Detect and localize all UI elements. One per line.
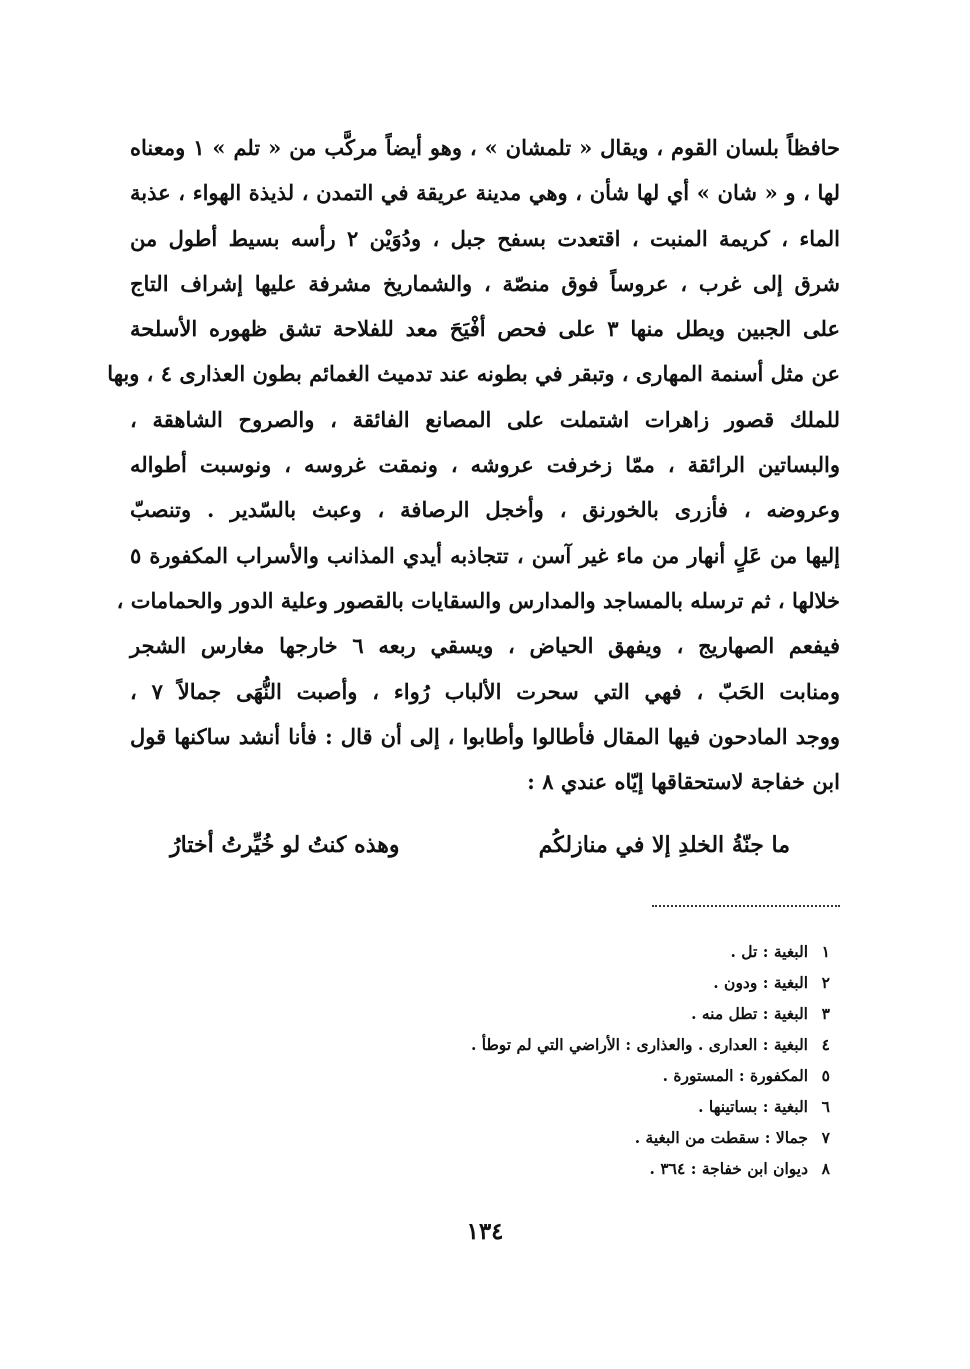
footnote-item — [300, 1122, 830, 1153]
footnote-text: البغية : ودون . — [713, 973, 808, 992]
main-text-block — [107, 125, 841, 804]
footnote-item — [300, 1091, 830, 1122]
text-line: على الجبين ويطل منها ٣ على فحص أفْيَحَ معد للفلاحة تشق ظهوره الأسلحة — [130, 316, 840, 342]
footnote-number: ٨ — [821, 1159, 830, 1178]
text-line: والبساتين الرائقة ، ممّا زخرفت عروشه ، ونمقت غروسه ، ونوسبت أطواله — [130, 452, 840, 478]
footnote-number: ٥ — [821, 1066, 830, 1085]
footnote-number: ٦ — [821, 1097, 830, 1116]
text-line: للملك قصور زاهرات اشتملت على المصانع الفائقة ، والصروح الشاهقة ، — [130, 406, 840, 432]
verse-second-hemistich: وهذه كنتُ لو خُيِّرتُ أختارُ — [170, 832, 400, 858]
footnote-text: البغية : العدارى . والعذارى : الأراضي التي لم توطأ . — [470, 1035, 808, 1054]
text-line: وعروضه ، فأزرى بالخورنق ، وأخجل الرصافة ، وعبث بالسّدير . وتنصبّ — [130, 497, 840, 523]
footnote-item — [300, 1060, 830, 1091]
text-line: حافظاً بلسان القوم ، ويقال « تلمشان » ، وهو أيضاً مركَّب من « تلم » ١ ومعناه — [130, 135, 840, 160]
text-line: ووجد المادحون فيها المقال فأطالوا وأطابوا ، إلى أن قال : فأنا أنشد ساكنها قول — [130, 723, 840, 749]
text-line: عن مثل أسنمة المهارى ، وتبقر في بطونه عند تدميث الغمائم بطون العذارى ٤ ، وبها — [107, 361, 840, 387]
footnote-text: جمالا : سقطت من البغية . — [634, 1128, 808, 1147]
footnote-text: ديوان ابن خفاجة : ٣٦٤ . — [649, 1159, 808, 1178]
footnote-number: ٧ — [821, 1128, 830, 1147]
text-line: خلالها ، ثم ترسله بالمساجد والمدارس والسقايات بالقصور وعلية الدور والحمامات ، — [116, 587, 840, 613]
page-number: ١٣٤ — [466, 1218, 504, 1245]
footnote-item — [300, 936, 830, 967]
text-line: فيفعم الصهاريج ، ويفهق الحياض ، ويسقي ربعه ٦ خارجها مغارس الشجر — [130, 633, 840, 659]
text-line: ابن خفاجة لاستحقاقها إيّاه عندي ٨ : — [527, 769, 840, 795]
footnote-item — [300, 1029, 830, 1060]
footnote-number: ٤ — [821, 1035, 830, 1054]
footnote-number: ٣ — [821, 1004, 830, 1023]
footnote-number: ٢ — [821, 973, 830, 992]
footnote-item — [300, 1153, 830, 1184]
poetry-verse — [170, 822, 790, 868]
text-line: الماء ، كريمة المنبت ، اقتعدت بسفح جبل ، ودُوَيْن ٢ رأسه بسيط أطول من — [130, 225, 841, 251]
footnote-item — [300, 998, 830, 1029]
footnote-text: المكفورة : المستورة . — [662, 1066, 808, 1085]
footnote-divider — [652, 905, 840, 907]
footnote-text: البغية : بساتينها . — [698, 1097, 808, 1116]
footnote-number: ١ — [821, 942, 830, 961]
footnotes-list — [300, 936, 830, 1184]
verse-first-hemistich: ما جنّةُ الخلدِ إلا في منازلكُم — [538, 832, 790, 858]
footnote-item — [300, 967, 830, 998]
text-line: إليها من عَلٍ أنهار من ماء غير آسن ، تتجاذبه أيدي المذانب والأسراب المكفورة ٥ — [130, 542, 840, 568]
text-line: لها ، و « شان » أي لها شأن ، وهي مدينة عريقة في التمدن ، لذيذة الهواء ، عذبة — [130, 180, 840, 206]
footnote-text: البغية : تطل منه . — [691, 1004, 808, 1023]
text-line: شرق إلى غرب ، عروساً فوق منصّة ، والشماريخ مشرفة عليها إشراف التاج — [130, 270, 840, 296]
footnote-text: البغية : تل . — [730, 942, 808, 961]
text-line: ومنابت الحَبّ ، فهي التي سحرت الألباب رُواء ، وأصبت النُّهَى جمالاً ٧ ، — [130, 678, 841, 704]
